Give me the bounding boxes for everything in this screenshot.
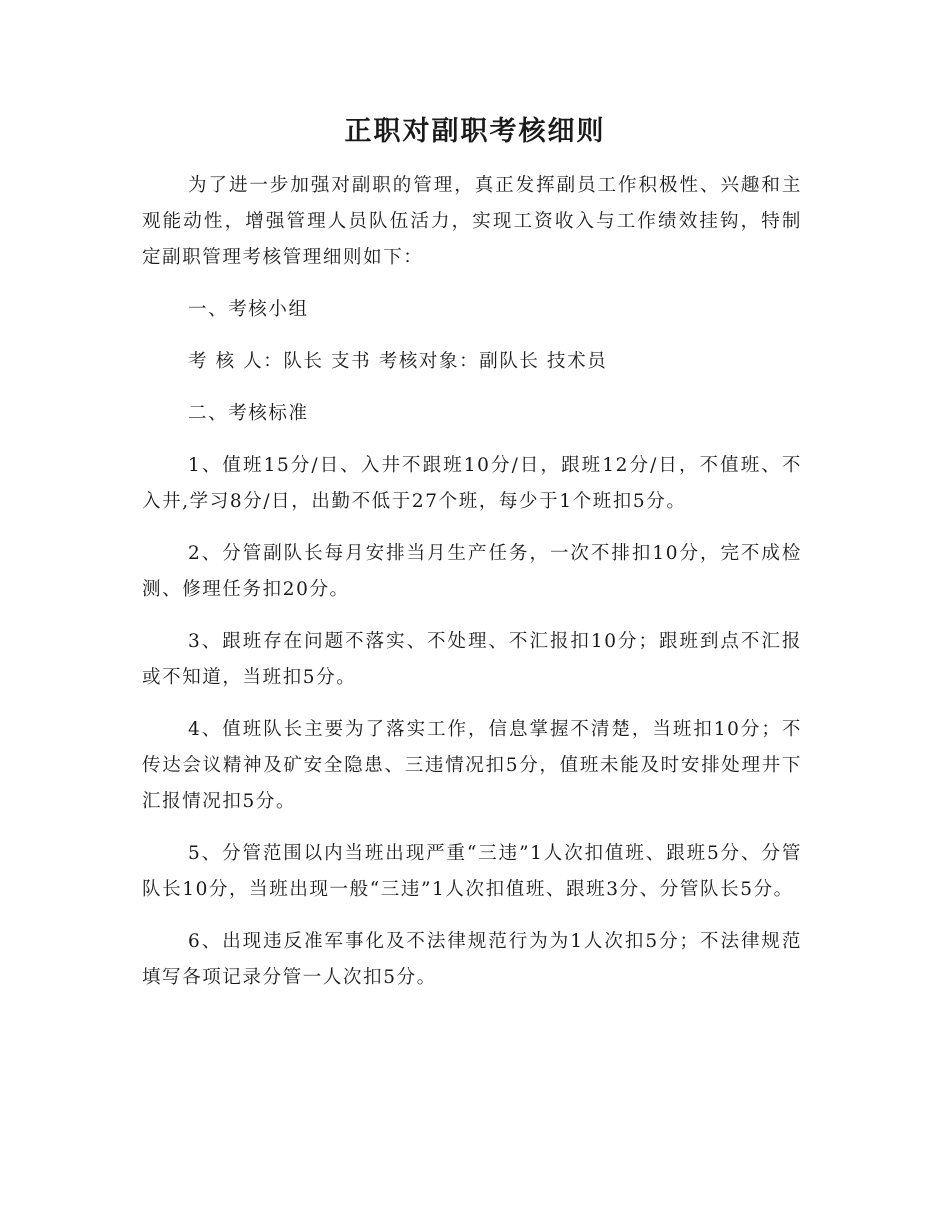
- document-title: 正职对副职考核细则: [344, 116, 606, 147]
- standard-item-3: 3、跟班存在问题不落实、不处理、不汇报扣10分；跟班到点不汇报或不知道，当班扣5分。: [142, 631, 802, 688]
- standard-item-1: 1、值班15分/日、入井不跟班10分/日，跟班12分/日，不值班、不入井,学习8分/日，出勤不低于27个班，每少于1个班扣5分。: [142, 455, 802, 512]
- document-body: [142, 168, 802, 1012]
- standard-item-4: 4、值班队长主要为了落实工作，信息掌握不清楚，当班扣10分；不传达会议精神及矿安全隐患、三违情况扣5分，值班未能及时安排处理井下汇报情况扣5分。: [142, 719, 802, 812]
- standard-item-5: 5、分管范围以内当班出现严重“三违”1人次扣值班、跟班5分、分管队长10分，当班出现一般“三违”1人次扣值班、跟班3分、分管队长5分。: [142, 843, 802, 900]
- section-heading-review-group: 一、考核小组: [188, 299, 309, 320]
- section-heading-review-standard: 二、考核标准: [188, 403, 309, 424]
- standard-item-6: 6、出现违反准军事化及不法律规范行为为1人次扣5分；不法律规范填写各项记录分管一人次扣5分。: [142, 931, 802, 988]
- reviewer-line: 考 核 人：队长 支书 考核对象：副队长 技术员: [188, 351, 608, 372]
- standard-item-2: 2、分管副队长每月安排当月生产任务，一次不排扣10分，完不成检测、修理任务扣20分。: [142, 543, 802, 600]
- intro-paragraph: 为了进一步加强对副职的管理，真正发挥副员工作积极性、兴趣和主观能动性，增强管理人员队伍活力，实现工资收入与工作绩效挂钩，特制定副职管理考核管理细则如下：: [142, 175, 802, 268]
